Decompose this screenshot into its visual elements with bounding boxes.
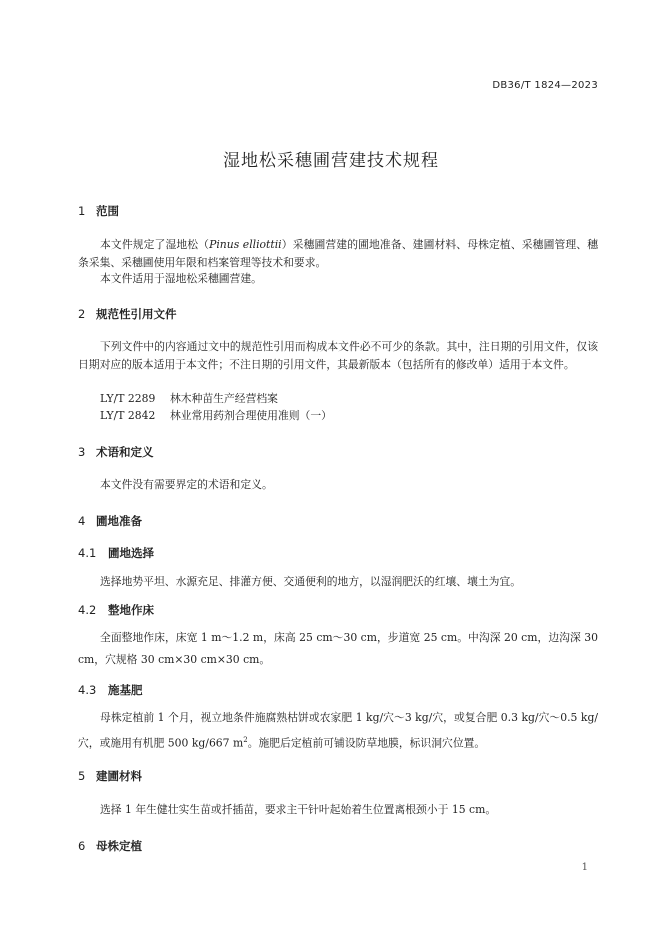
section-1-paragraph-1 — [78, 236, 598, 272]
section-number: 4 — [78, 514, 86, 528]
reference-item — [100, 407, 332, 425]
section-2-heading — [78, 306, 177, 322]
text-fragment: 母株定植前 1 个月，视立地条件施腐熟枯饼或农家肥 1 kg/穴～3 kg/穴，或复合肥 0.3 kg/穴～0.5 kg/穴，或施用有机肥 500 kg/667 m — [78, 711, 598, 750]
subsection-number: 4.1 — [78, 546, 97, 560]
text-fragment: ）采穗圃营建的圃地准备、建圃材料、母株定植、采穗圃管理、穗条采集、采穗圃使用年限和档案管理等技术和要求。 — [78, 238, 598, 269]
section-3-heading — [78, 444, 154, 460]
subsection-4-2-paragraph: 全面整地作床，床宽 1 m～1.2 m，床高 25 cm～30 cm，步道宽 25 cm。中沟深 20 cm，边沟深 30 cm，穴规格 30 cm×30 cm×30 cm。 — [78, 631, 598, 666]
section-title: 规范性引用文件 — [96, 307, 177, 321]
section-title: 范围 — [96, 204, 119, 218]
subsection-title: 施基肥 — [108, 683, 143, 697]
section-title: 圃地准备 — [96, 514, 142, 528]
subsection-title: 整地作床 — [108, 603, 154, 617]
text-fragment: 。施肥后定植前可铺设防草地膜，标识洞穴位置。 — [247, 736, 486, 750]
section-6-heading — [78, 838, 142, 854]
reference-code: LY/T 2289 — [100, 392, 156, 405]
subsection-title: 圃地选择 — [108, 546, 154, 560]
reference-code: LY/T 2842 — [100, 409, 156, 422]
document-code: DB36/T 1824—2023 — [492, 80, 598, 91]
section-1-heading — [78, 203, 119, 219]
reference-name: 林业常用药剂合理使用准则（一） — [170, 409, 332, 422]
superscript: 2 — [243, 736, 248, 744]
section-title: 母株定植 — [96, 839, 142, 853]
section-4-heading — [78, 513, 142, 529]
section-number: 6 — [78, 839, 86, 853]
subsection-4-3-heading — [78, 682, 143, 698]
page-number: 1 — [581, 862, 588, 873]
section-number: 1 — [78, 204, 86, 218]
subsection-4-3-paragraph — [78, 707, 598, 755]
section-number: 5 — [78, 769, 86, 783]
section-title: 建圃材料 — [96, 769, 142, 783]
page-title: 湿地松采穗圃营建技术规程 — [223, 151, 439, 171]
subsection-4-1-paragraph: 选择地势平坦、水源充足、排灌方便、交通便利的地方，以湿润肥沃的红壤、壤土为宜。 — [100, 575, 522, 588]
latin-name: Pinus elliottii — [209, 238, 282, 251]
section-2-paragraph-1: 下列文件中的内容通过文中的规范性引用而构成本文件必不可少的条款。其中，注日期的引用文件，仅该日期对应的版本适用于本文件；不注日期的引用文件，其最新版本（包括所有的修改单）适用于本文件。 — [78, 340, 598, 371]
section-title: 术语和定义 — [96, 445, 154, 459]
section-5-paragraph-1: 选择 1 年生健壮实生苗或扦插苗，要求主干针叶起始着生位置离根颈小于 15 cm。 — [100, 803, 497, 816]
subsection-4-2-heading — [78, 602, 154, 618]
subsection-number: 4.3 — [78, 683, 97, 697]
text-fragment: 本文件规定了湿地松（ — [100, 238, 210, 251]
section-number: 2 — [78, 307, 86, 321]
section-3-paragraph-1: 本文件没有需要界定的术语和定义。 — [100, 478, 273, 491]
section-1-paragraph-2: 本文件适用于湿地松采穗圃营建。 — [100, 272, 262, 285]
section-5-heading — [78, 768, 142, 784]
subsection-number: 4.2 — [78, 603, 97, 617]
reference-name: 林木种苗生产经营档案 — [170, 392, 278, 405]
reference-item — [100, 390, 278, 408]
section-number: 3 — [78, 445, 86, 459]
subsection-4-1-heading — [78, 545, 154, 561]
